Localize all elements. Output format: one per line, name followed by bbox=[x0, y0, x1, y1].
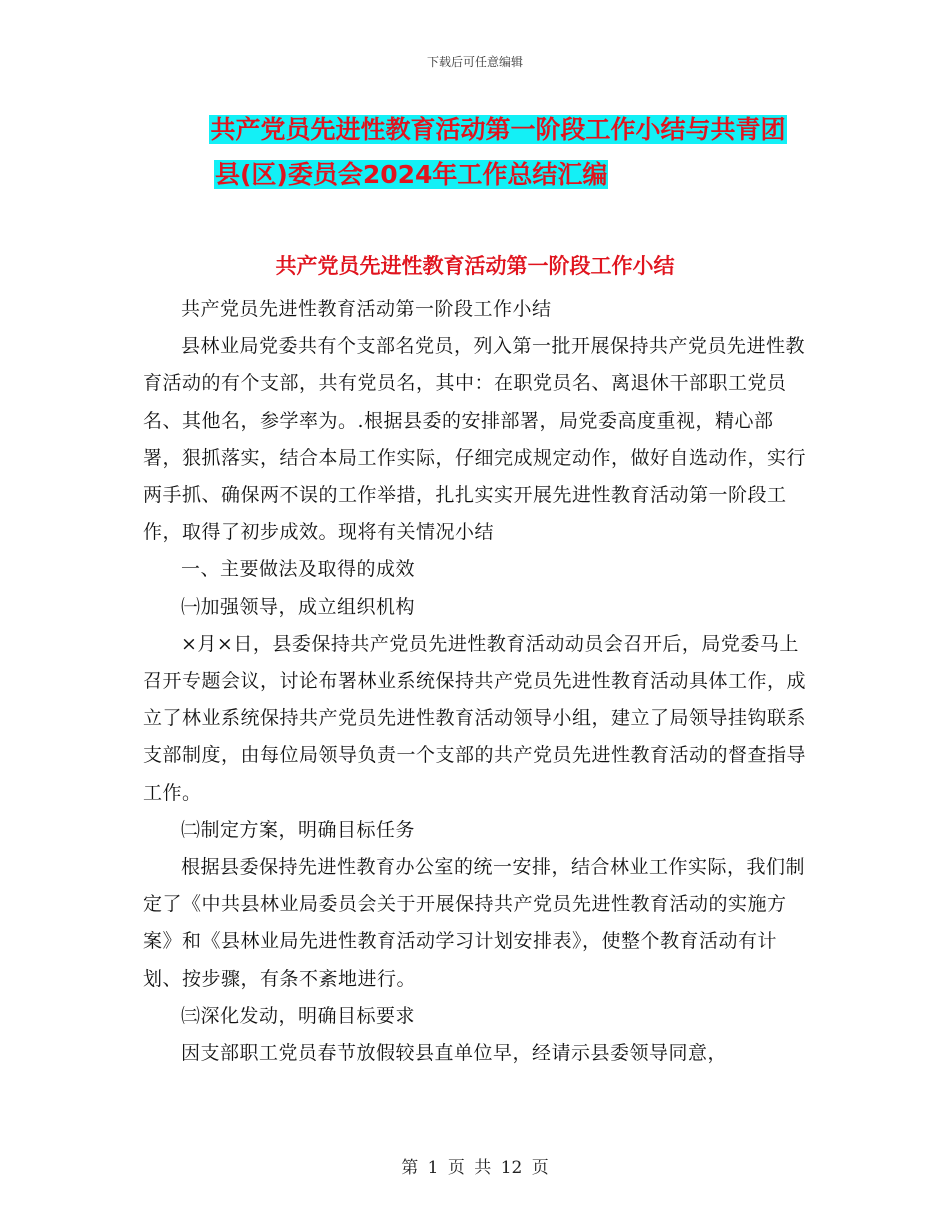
paragraph-leadership: ×月×日，县委保持共产党员先进性教育活动动员会召开后，局党委马上召开专题会议，讨论布署林业系统保持共产党员先进性教育活动具体工作，成立了林业系统保持共产党员先进性教育活动领导小组，建立了局领导挂钩联系支部制度，由每位局领导负责一个支部的共产党员先进性教育活动的督查指导工作。 bbox=[143, 632, 807, 804]
title-line-1-text: 共产党员先进性教育活动第一阶段工作小结与共青团 bbox=[210, 115, 786, 144]
paragraph-mobilization: 因支部职工党员春节放假较县直单位早，经请示县委领导同意， bbox=[181, 1042, 728, 1065]
heading-plan: ㈡制定方案，明确目标任务 bbox=[181, 818, 416, 841]
document-body bbox=[143, 291, 811, 1072]
header-note: 下载后可任意编辑 bbox=[426, 55, 523, 69]
document-title-line-1 bbox=[0, 113, 950, 147]
page-footer: 第 1 页 共 12 页 bbox=[401, 1158, 549, 1178]
title-line-2-text: 县(区)委员会2024年工作总结汇编 bbox=[215, 160, 608, 189]
document-title-line-2 bbox=[0, 158, 950, 192]
paragraph-subtitle: 共产党员先进性教育活动第一阶段工作小结 bbox=[181, 298, 552, 320]
heading-main-practices: 一、主要做法及取得的成效 bbox=[181, 558, 416, 581]
section-title: 共产党员先进性教育活动第一阶段工作小结 bbox=[275, 254, 675, 278]
heading-mobilization: ㈢深化发动，明确目标要求 bbox=[181, 1004, 416, 1027]
paragraph-intro: 县林业局党委共有个支部名党员，列入第一批开展保持共产党员先进性教育活动的有个支部，共有党员名，其中：在职党员名、离退休干部职工党员名、其他名，参学率为。.根据县委的安排部署，局党委高度重视，精心部署，狠抓落实，结合本局工作实际，仔细完成规定动作，做好自选动作，实行两手抓、确保两不误的工作举措，扎扎实实开展先进性教育活动第一阶段工作，取得了初步成效。现将有关情况小结 bbox=[143, 335, 807, 544]
heading-leadership: ㈠加强领导，成立组织机构 bbox=[181, 595, 416, 618]
paragraph-plan: 根据县委保持先进性教育办公室的统一安排，结合林业工作实际，我们制定了《中共县林业局委员会关于开展保持共产党员先进性教育活动的实施方案》和《县林业局先进性教育活动学习计划安排表》，使整个教育活动有计划、按步骤，有条不紊地进行。 bbox=[143, 856, 806, 990]
